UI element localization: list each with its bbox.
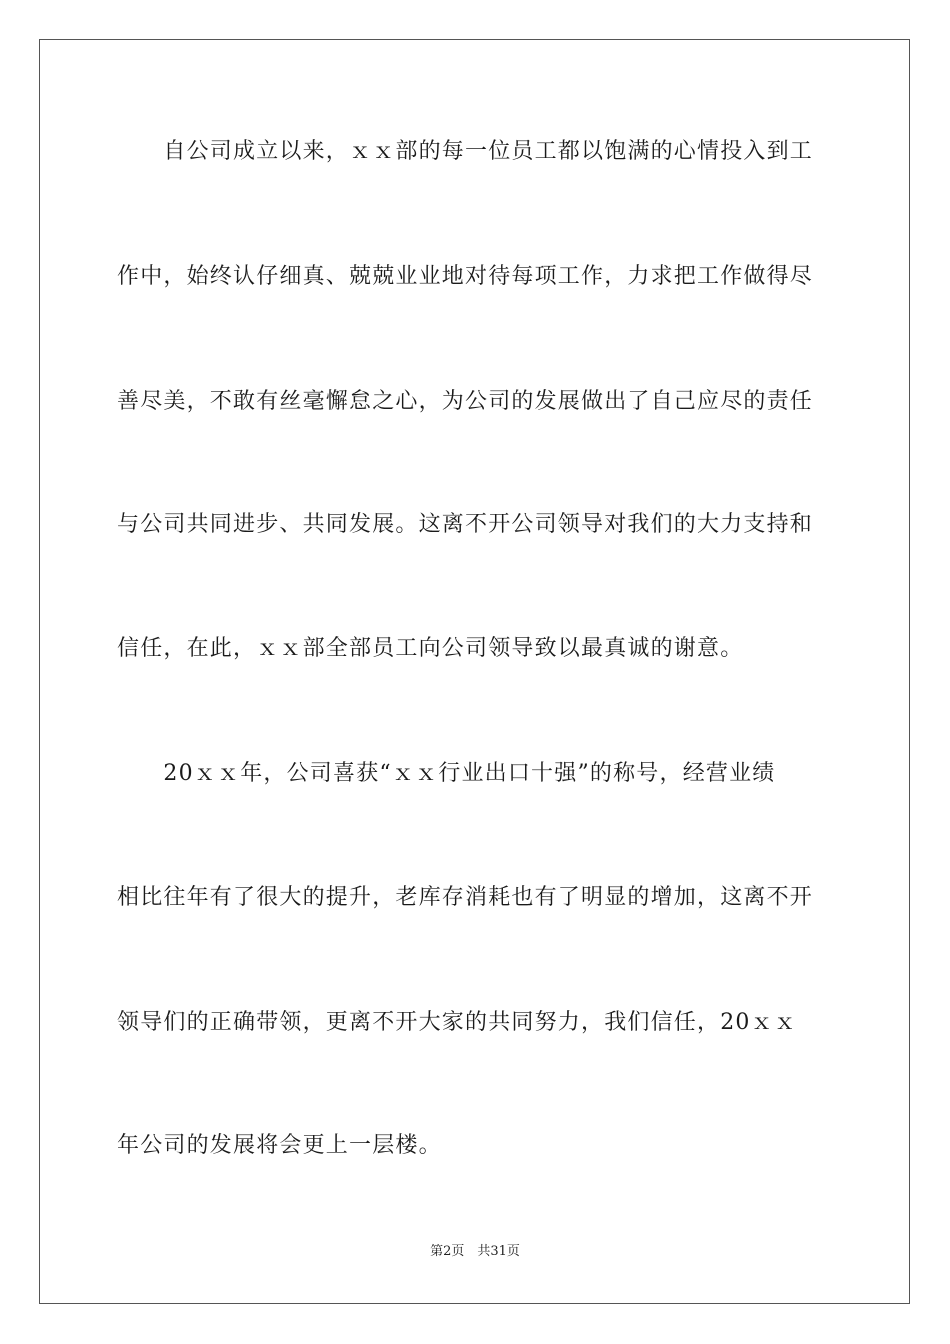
page-border xyxy=(39,39,910,1304)
paragraph-1-line-5: 信任，在此，ｘｘ部全部员工向公司领导致以最真诚的谢意。 xyxy=(117,636,744,661)
paragraph-2-line-3: 领导们的正确带领，更离不开大家的共同努力，我们信任，20ｘｘ xyxy=(117,1010,797,1035)
paragraph-2-line-2: 相比往年有了很大的提升，老库存消耗也有了明显的增加，这离不开 xyxy=(117,885,814,910)
page-number-footer: 第2页 共31页 xyxy=(430,1244,520,1259)
paragraph-1-line-2: 作中，始终认仔细真、兢兢业业地对待每项工作，力求把工作做得尽 xyxy=(117,264,814,289)
paragraph-2-line-1: 20ｘｘ年，公司喜获“ｘｘ行业出口十强”的称号，经营业绩 xyxy=(117,761,776,786)
paragraph-1-line-1: 自公司成立以来，ｘｘ部的每一位员工都以饱满的心情投入到工 xyxy=(117,139,814,164)
paragraph-2-line-4: 年公司的发展将会更上一层楼。 xyxy=(117,1133,442,1158)
paragraph-1-line-4: 与公司共同进步、共同发展。这离不开公司领导对我们的大力支持和 xyxy=(117,512,814,537)
paragraph-1-line-3: 善尽美，不敢有丝毫懈怠之心，为公司的发展做出了自己应尽的责任 xyxy=(117,389,814,414)
